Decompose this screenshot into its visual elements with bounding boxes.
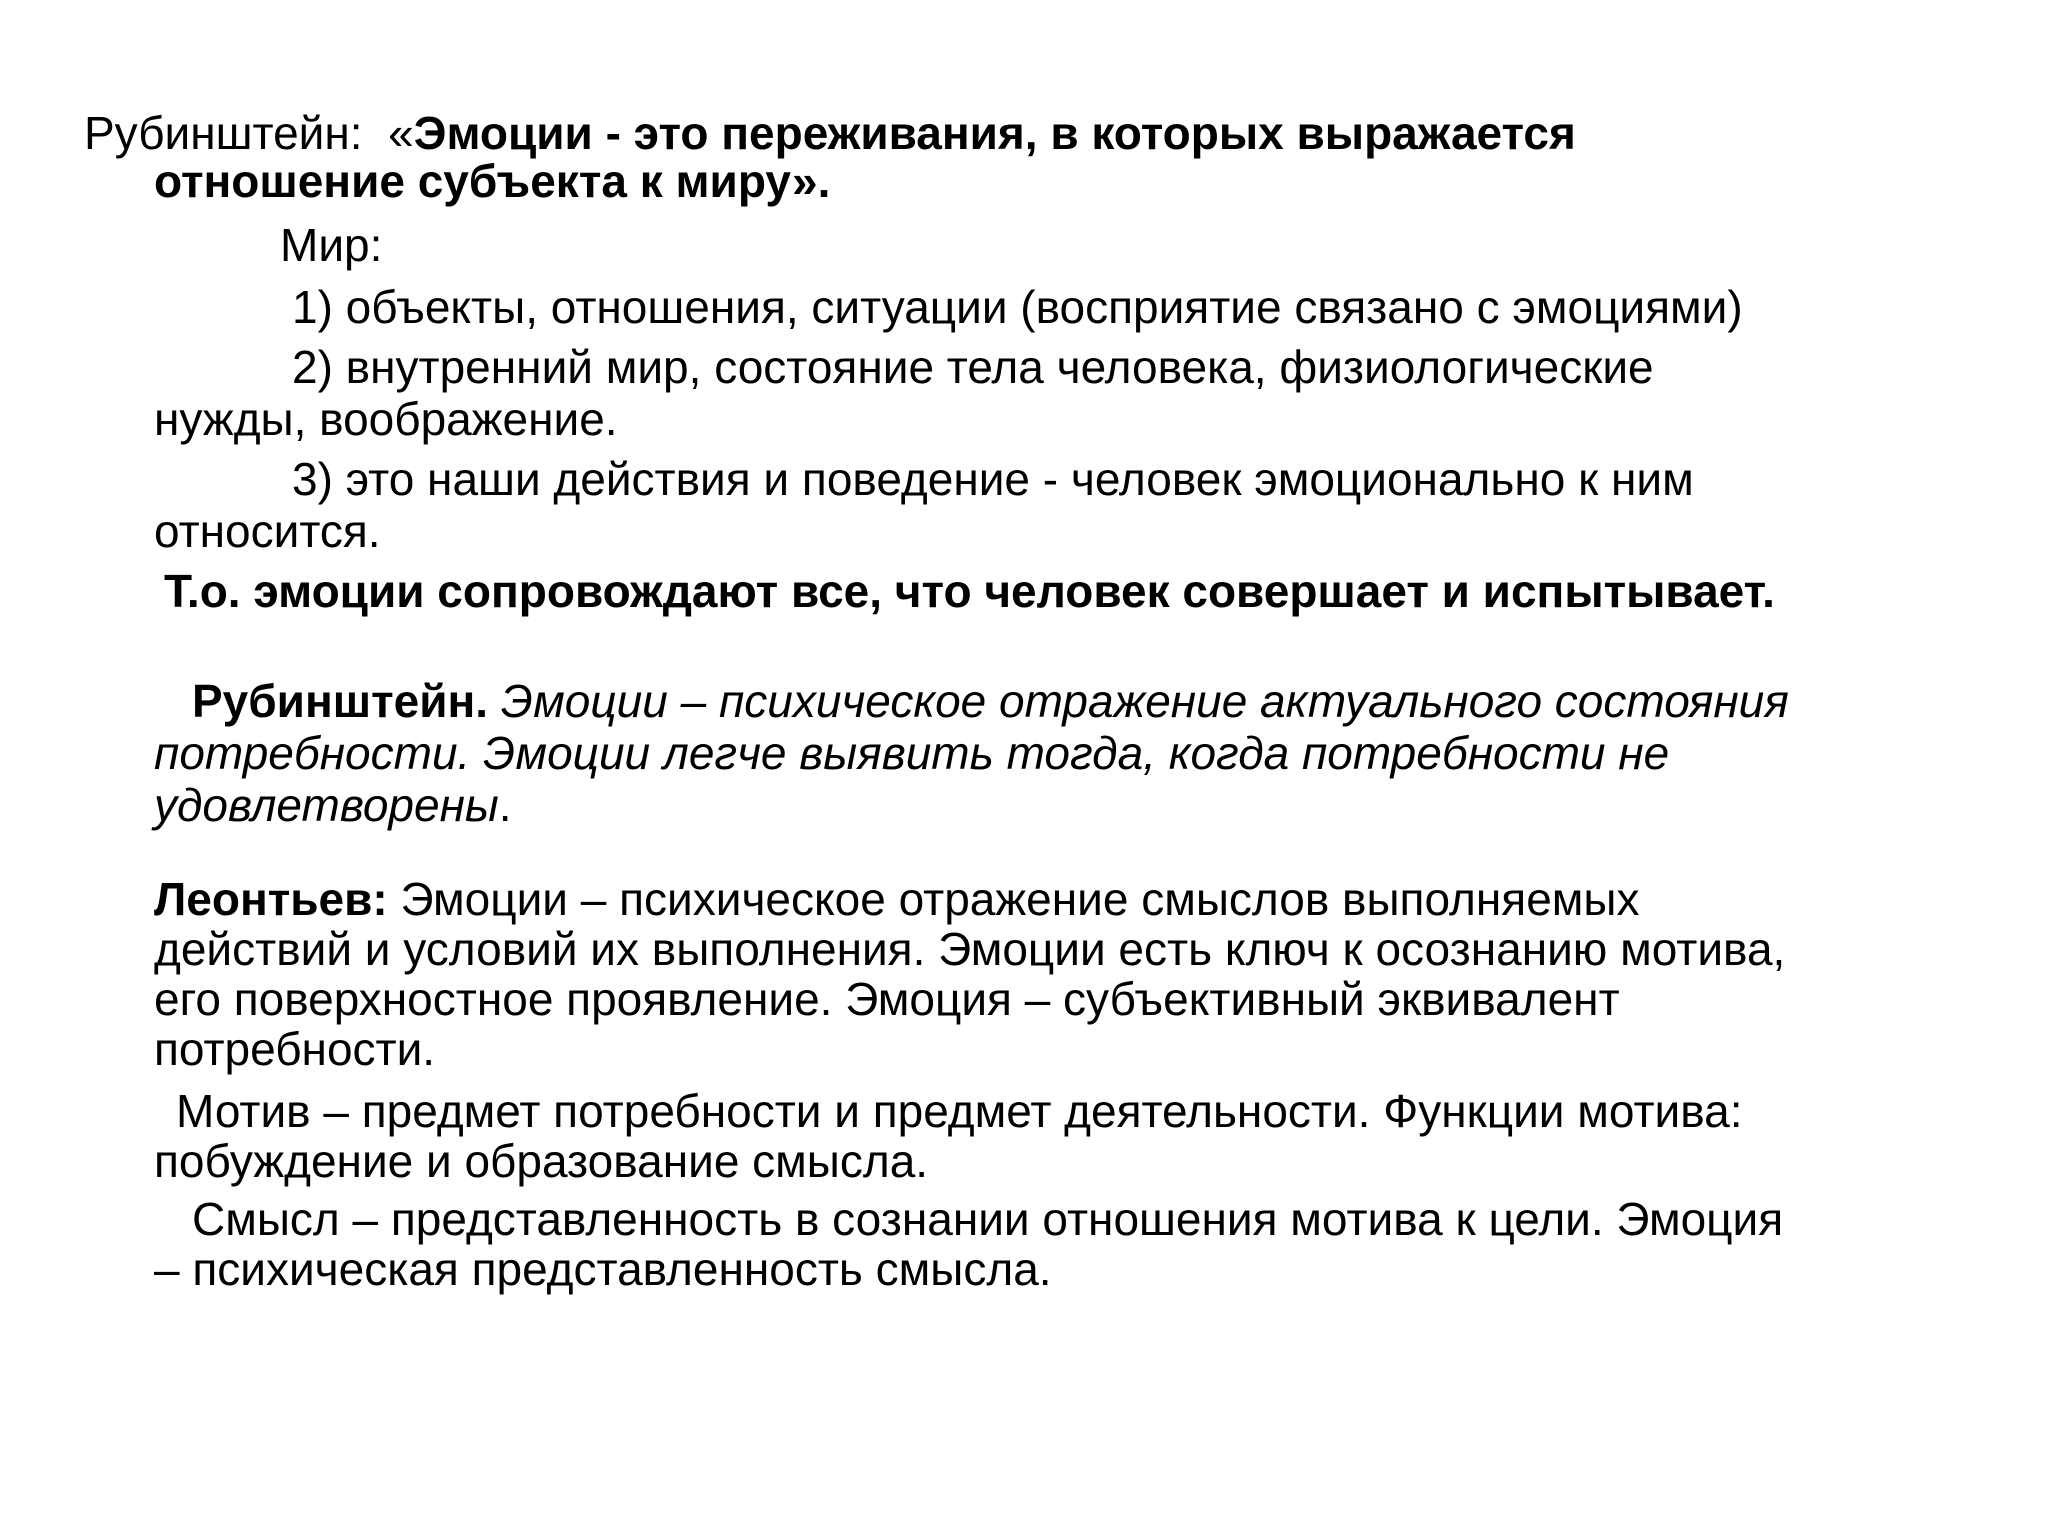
sense-line-1: Смысл – представленность в сознании отношения мотива к цели. Эмоция xyxy=(192,1193,1784,1245)
leontiev-line-1: Леонтьев: Эмоции – психическое отражение смыслов выполняемых xyxy=(154,873,1640,925)
world-item-2-line-1: 2) внутренний мир, состояние тела человека, физиологические xyxy=(292,341,1654,393)
world-item-1: 1) объекты, отношения, ситуации (восприятие связано с эмоциями) xyxy=(292,281,1743,333)
conclusion: Т.о. эмоции сопровождают все, что человек совершает и испытывает. xyxy=(164,565,1775,617)
leontiev-line-4: потребности. xyxy=(154,1023,436,1075)
motive-line-1: Мотив – предмет потребности и предмет деятельности. Функции мотива: xyxy=(176,1085,1743,1137)
world-item-3-line-1: 3) это наши действия и поведение - человек эмоционально к ним xyxy=(292,453,1694,505)
definition-author: Рубинштейн. xyxy=(192,675,489,727)
definition-line-1: Рубинштейн. Эмоции – психическое отражение актуального состояния xyxy=(192,675,1789,727)
quote-line-2: отношение субъекта к миру». xyxy=(154,155,831,207)
leontiev-line-2: действий и условий их выполнения. Эмоции есть ключ к осознанию мотива, xyxy=(154,923,1786,975)
quote-line-1: Рубинштейн: «Эмоции - это переживания, в которых выражается xyxy=(84,107,1576,159)
quote-text: Эмоции - это переживания, в которых выражается xyxy=(413,107,1576,159)
leontiev-author: Леонтьев: xyxy=(154,873,388,925)
motive-line-2: побуждение и образование смысла. xyxy=(154,1135,929,1187)
quote-author: Рубинштейн: xyxy=(84,107,363,159)
leontiev-line-3: его поверхностное проявление. Эмоция – субъективный эквивалент xyxy=(154,973,1620,1025)
world-label: Мир: xyxy=(280,219,383,271)
definition-line-2: потребности. Эмоции легче выявить тогда, когда потребности не xyxy=(154,727,1670,779)
world-item-2-line-2: нужды, воображение. xyxy=(154,393,618,445)
world-item-3-line-2: относится. xyxy=(154,505,381,557)
definition-line-3: удовлетворены. xyxy=(154,779,512,831)
sense-line-2: – психическая представленность смысла. xyxy=(154,1243,1052,1295)
